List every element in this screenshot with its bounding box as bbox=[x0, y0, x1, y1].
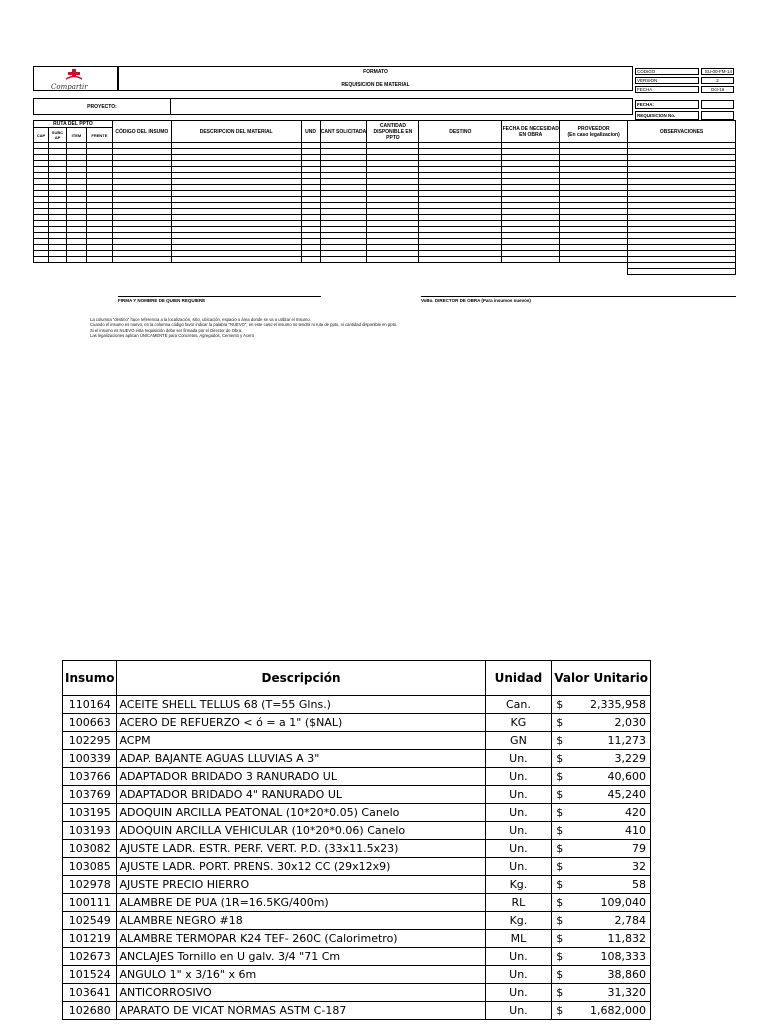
unit-price: 2,784 bbox=[575, 912, 650, 930]
col-und: UND bbox=[301, 121, 320, 143]
item-description: ANCLAJES Tornillo en U galv. 3/4 "71 Cm bbox=[117, 948, 485, 966]
requisition-grid bbox=[33, 120, 736, 275]
price-row bbox=[63, 768, 651, 786]
insumo-code: 102680 bbox=[63, 1002, 117, 1020]
grid-cell[interactable] bbox=[66, 269, 86, 275]
request-date-field[interactable] bbox=[701, 100, 734, 109]
currency-symbol: $ bbox=[552, 930, 575, 948]
grid-cell[interactable] bbox=[502, 269, 560, 275]
item-description: ANTICORROSIVO bbox=[117, 984, 485, 1002]
item-description: ALAMBRE DE PUA (1R=16.5KG/400m) bbox=[117, 894, 485, 912]
signature-label-requester: FIRMA Y NOMBRE DE QUIEN REQUIERE bbox=[118, 298, 206, 303]
col-proveedor bbox=[560, 121, 628, 143]
grid-empty-row bbox=[34, 269, 736, 275]
item-unit: Kg. bbox=[485, 876, 552, 894]
grid-cell[interactable] bbox=[320, 269, 367, 275]
currency-symbol: $ bbox=[552, 696, 575, 714]
price-row bbox=[63, 822, 651, 840]
item-unit: Un. bbox=[485, 804, 552, 822]
currency-symbol: $ bbox=[552, 732, 575, 750]
price-row bbox=[63, 984, 651, 1002]
col-observaciones: OBSERVACIONES bbox=[628, 121, 736, 143]
company-logo bbox=[33, 66, 118, 91]
item-unit: Un. bbox=[485, 750, 552, 768]
item-unit: Un. bbox=[485, 840, 552, 858]
item-unit: Un. bbox=[485, 1002, 552, 1020]
request-date-label: FECHA: bbox=[635, 100, 699, 109]
insumo-code: 103766 bbox=[63, 768, 117, 786]
currency-symbol: $ bbox=[552, 768, 575, 786]
unit-price: 58 bbox=[575, 876, 650, 894]
item-description: ACPM bbox=[117, 732, 485, 750]
item-description: ACEITE SHELL TELLUS 68 (T=55 Glns.) bbox=[117, 696, 485, 714]
item-unit: Un. bbox=[485, 858, 552, 876]
item-unit: Un. bbox=[485, 948, 552, 966]
request-meta bbox=[633, 98, 736, 122]
grid-cell[interactable] bbox=[171, 269, 301, 275]
currency-symbol: $ bbox=[552, 876, 575, 894]
unit-price: 410 bbox=[575, 822, 650, 840]
price-table-body bbox=[63, 696, 651, 1020]
date-value: Oct-16 bbox=[701, 86, 734, 93]
request-number-label: REQUISICION No. bbox=[635, 111, 699, 120]
price-row bbox=[63, 876, 651, 894]
form-codes-table bbox=[633, 66, 736, 95]
date-label: FECHA bbox=[635, 86, 699, 93]
item-description: ALAMBRE NEGRO #18 bbox=[117, 912, 485, 930]
unit-price: 420 bbox=[575, 804, 650, 822]
item-description: ADOQUIN ARCILLA VEHICULAR (10*20*0.06) Canelo bbox=[117, 822, 485, 840]
code-value: SU-00-FM-14 bbox=[701, 68, 734, 75]
version-value: 2 bbox=[701, 77, 734, 84]
item-description: ADAPTADOR BRIDADO 4" RANURADO UL bbox=[117, 786, 485, 804]
insumo-code: 101219 bbox=[63, 930, 117, 948]
date-row bbox=[635, 86, 734, 93]
note-line: Si el insumo es NUEVO esta requisición debe ser firmada por el Director de Obra. bbox=[90, 327, 243, 333]
insumo-code: 101524 bbox=[63, 966, 117, 984]
item-description: ACERO DE REFUERZO < ó = a 1" ($NAL) bbox=[117, 714, 485, 732]
price-row bbox=[63, 966, 651, 984]
grid-cell[interactable] bbox=[419, 269, 502, 275]
form-notes bbox=[90, 317, 397, 338]
header-insumo: Insumo bbox=[63, 661, 117, 696]
header-unidad: Unidad bbox=[485, 661, 552, 696]
currency-symbol: $ bbox=[552, 858, 575, 876]
unit-price: 45,240 bbox=[575, 786, 650, 804]
currency-symbol: $ bbox=[552, 786, 575, 804]
unit-price: 32 bbox=[575, 858, 650, 876]
item-unit: Kg. bbox=[485, 912, 552, 930]
price-row bbox=[63, 714, 651, 732]
currency-symbol: $ bbox=[552, 966, 575, 984]
unit-price: 2,335,958 bbox=[575, 696, 650, 714]
currency-symbol: $ bbox=[552, 822, 575, 840]
grid-cell[interactable] bbox=[367, 269, 419, 275]
currency-symbol: $ bbox=[552, 1002, 575, 1020]
header-valor: Valor Unitario bbox=[552, 661, 651, 696]
grid-cell[interactable] bbox=[560, 269, 628, 275]
item-description: AJUSTE LADR. ESTR. PERF. VERT. P.D. (33x11.5x23) bbox=[117, 840, 485, 858]
col-cant: CANT SOLICITADA bbox=[320, 121, 367, 143]
item-description: ANGULO 1" x 3/16" x 6m bbox=[117, 966, 485, 984]
price-header-row bbox=[63, 661, 651, 696]
currency-symbol: $ bbox=[552, 984, 575, 1002]
currency-symbol: $ bbox=[552, 894, 575, 912]
price-row bbox=[63, 912, 651, 930]
item-unit: Can. bbox=[485, 696, 552, 714]
unit-price: 1,682,000 bbox=[575, 1002, 650, 1020]
insumo-code: 102978 bbox=[63, 876, 117, 894]
price-row bbox=[63, 786, 651, 804]
col-disponible: CANTIDAD DISPONIBLE EN PPTO bbox=[367, 121, 419, 143]
unit-price: 40,600 bbox=[575, 768, 650, 786]
price-row bbox=[63, 696, 651, 714]
unit-price: 109,040 bbox=[575, 894, 650, 912]
item-unit: ML bbox=[485, 930, 552, 948]
col-descripcion: DESCRIPCION DEL MATERIAL bbox=[171, 121, 301, 143]
grid-cell[interactable] bbox=[48, 269, 66, 275]
insumo-code: 102295 bbox=[63, 732, 117, 750]
item-unit: Un. bbox=[485, 786, 552, 804]
item-description: ADOQUIN ARCILLA PEATONAL (10*20*0.05) Canelo bbox=[117, 804, 485, 822]
item-description: ADAPTADOR BRIDADO 3 RANURADO UL bbox=[117, 768, 485, 786]
code-row bbox=[635, 68, 734, 75]
price-row bbox=[63, 894, 651, 912]
unit-price: 11,832 bbox=[575, 930, 650, 948]
header-descripcion: Descripción bbox=[117, 661, 485, 696]
item-description: ADAP. BAJANTE AGUAS LLUVIAS A 3" bbox=[117, 750, 485, 768]
signature-label-director: VoBo. DIRECTOR DE OBRA (Para insumos nuevos) bbox=[421, 298, 531, 303]
project-field[interactable] bbox=[171, 98, 633, 115]
item-description: APARATO DE VICAT NORMAS ASTM C-187 bbox=[117, 1002, 485, 1020]
insumo-code: 100663 bbox=[63, 714, 117, 732]
project-label: PROYECTO: bbox=[33, 98, 171, 115]
grid-header-row-1 bbox=[34, 121, 736, 128]
col-subcap: SUBC AP bbox=[48, 128, 66, 143]
currency-symbol: $ bbox=[552, 750, 575, 768]
item-unit: KG bbox=[485, 714, 552, 732]
version-row bbox=[635, 77, 734, 84]
price-row bbox=[63, 840, 651, 858]
item-description: AJUSTE PRECIO HIERRO bbox=[117, 876, 485, 894]
grid-cell[interactable] bbox=[86, 269, 112, 275]
price-row bbox=[63, 804, 651, 822]
logo-mark-icon bbox=[64, 69, 84, 83]
col-frente: FRENTE bbox=[86, 128, 112, 143]
unit-price: 3,229 bbox=[575, 750, 650, 768]
col-fecha-necesidad: FECHA DE NECESIDAD EN OBRA bbox=[502, 121, 560, 143]
note-line: Las legalizaciones aplican ÚNICAMENTE para Concretos, Agregados, Cemento y Acero bbox=[90, 332, 255, 338]
grid-cell[interactable] bbox=[112, 269, 171, 275]
note-line: Cuando el insumo es nuevo, en la columna código favor indicar la palabra "NUEVO", en este caso el insumo no tendrá ni ruta de ppto, ni cantidad disponible en ppto. bbox=[90, 322, 398, 328]
insumo-code: 103193 bbox=[63, 822, 117, 840]
form-title: FORMATO bbox=[363, 69, 388, 75]
item-unit: GN bbox=[485, 732, 552, 750]
note-line: La columna "destino" hace referencia a la localización, sitio, ubicación, espacio o área donde se va a utilizar el Insumo. bbox=[90, 317, 311, 322]
currency-symbol: $ bbox=[552, 714, 575, 732]
item-description: AJUSTE LADR. PORT. PRENS. 30x12 CC (29x12x9) bbox=[117, 858, 485, 876]
col-codigo: CÓDIGO DEL INSUMO bbox=[112, 121, 171, 143]
price-row bbox=[63, 948, 651, 966]
col-destino: DESTINO bbox=[419, 121, 502, 143]
grid-cell[interactable] bbox=[628, 269, 736, 275]
insumo-code: 103641 bbox=[63, 984, 117, 1002]
col-proveedor-sub: (En caso legalizacion) bbox=[567, 131, 620, 138]
code-label: CODIGO bbox=[635, 68, 699, 75]
insumo-code: 100111 bbox=[63, 894, 117, 912]
unit-price: 11,273 bbox=[575, 732, 650, 750]
insumo-code: 110164 bbox=[63, 696, 117, 714]
requisition-table bbox=[33, 120, 736, 275]
signature-line-requester bbox=[118, 296, 321, 297]
grid-cell[interactable] bbox=[301, 269, 320, 275]
form-title-box bbox=[118, 66, 633, 91]
item-unit: RL bbox=[485, 894, 552, 912]
unit-price: 2,030 bbox=[575, 714, 650, 732]
currency-symbol: $ bbox=[552, 948, 575, 966]
insumo-code: 103082 bbox=[63, 840, 117, 858]
signature-line-director bbox=[421, 296, 736, 297]
insumo-code: 102549 bbox=[63, 912, 117, 930]
price-row bbox=[63, 732, 651, 750]
unit-price: 108,333 bbox=[575, 948, 650, 966]
logo-brand-text: Compartir bbox=[51, 83, 88, 91]
price-table bbox=[62, 660, 651, 1020]
item-unit: Un. bbox=[485, 822, 552, 840]
item-unit: Un. bbox=[485, 984, 552, 1002]
grid-cell[interactable] bbox=[34, 269, 49, 275]
form-subtitle: REQUISICION DE MATERIAL bbox=[341, 82, 410, 88]
unit-price: 31,320 bbox=[575, 984, 650, 1002]
col-proveedor-label: PROVEEDOR bbox=[577, 125, 610, 132]
price-row bbox=[63, 750, 651, 768]
insumo-code: 103769 bbox=[63, 786, 117, 804]
col-cap: CAP bbox=[34, 128, 49, 143]
price-row bbox=[63, 930, 651, 948]
insumo-code: 103085 bbox=[63, 858, 117, 876]
insumo-code: 103195 bbox=[63, 804, 117, 822]
request-number-field[interactable] bbox=[701, 111, 734, 120]
unit-price: 38,860 bbox=[575, 966, 650, 984]
price-row bbox=[63, 1002, 651, 1020]
currency-symbol: $ bbox=[552, 912, 575, 930]
insumo-code: 102673 bbox=[63, 948, 117, 966]
currency-symbol: $ bbox=[552, 840, 575, 858]
currency-symbol: $ bbox=[552, 804, 575, 822]
item-description: ALAMBRE TERMOPAR K24 TEF- 260C (Calorimetro) bbox=[117, 930, 485, 948]
insumo-code: 100339 bbox=[63, 750, 117, 768]
project-row bbox=[33, 98, 736, 116]
item-unit: Un. bbox=[485, 768, 552, 786]
unit-price: 79 bbox=[575, 840, 650, 858]
col-ruta: RUTA DEL PPTO bbox=[34, 121, 113, 128]
col-item: ITEM bbox=[66, 128, 86, 143]
version-label: VERSION bbox=[635, 77, 699, 84]
item-unit: Un. bbox=[485, 966, 552, 984]
price-row bbox=[63, 858, 651, 876]
